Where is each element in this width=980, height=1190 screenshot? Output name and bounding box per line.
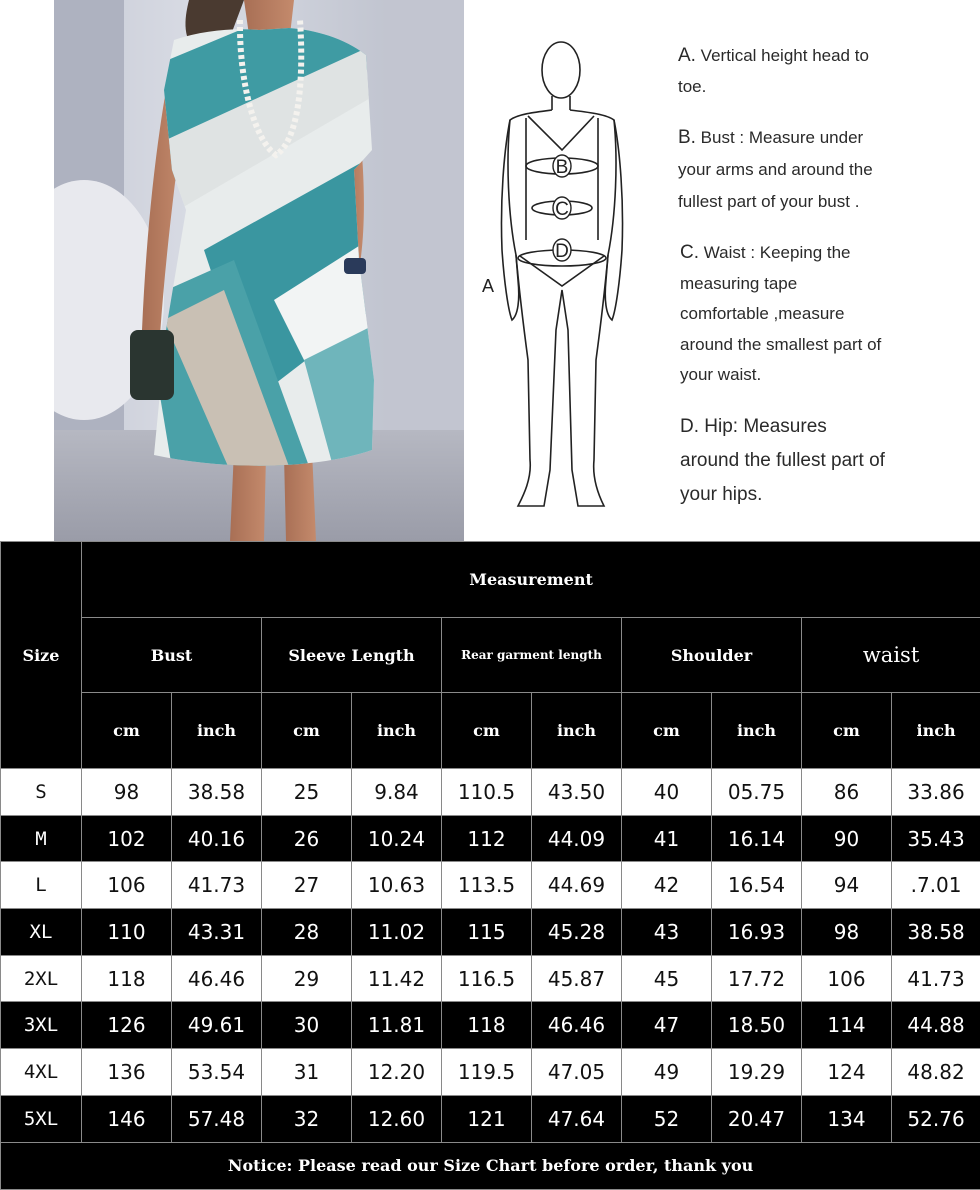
table-cell: 41 xyxy=(622,815,712,862)
table-cell: 40.16 xyxy=(172,815,262,862)
table-cell: 20.47 xyxy=(712,1095,802,1142)
size-cell: 5XL xyxy=(1,1095,82,1142)
size-header: Size xyxy=(1,542,82,769)
instruction-c-line-1: Waist : Keeping the xyxy=(699,243,851,262)
dress-model-image xyxy=(54,0,464,541)
table-cell: 86 xyxy=(802,769,892,816)
table-cell: 11.42 xyxy=(352,955,442,1002)
table-cell: 44.69 xyxy=(532,862,622,909)
column-header-sleeve-length: Sleeve Length xyxy=(262,618,442,693)
table-cell: 16.93 xyxy=(712,909,802,956)
measurement-header: Measurement xyxy=(82,542,980,618)
table-cell: 45.28 xyxy=(532,909,622,956)
table-cell: 28 xyxy=(262,909,352,956)
unit-inch: inch xyxy=(172,693,262,769)
table-cell: 33.86 xyxy=(892,769,980,816)
table-row xyxy=(1,862,980,909)
instruction-c xyxy=(680,238,881,391)
table-cell: 136 xyxy=(82,1049,172,1096)
size-chart-table xyxy=(0,541,980,1190)
product-photo xyxy=(54,0,464,541)
table-cell: 98 xyxy=(82,769,172,816)
instruction-c-line-5: your waist. xyxy=(680,360,881,391)
unit-inch: inch xyxy=(352,693,442,769)
table-row xyxy=(1,1049,980,1096)
table-cell: 11.02 xyxy=(352,909,442,956)
instruction-d-line-1: Hip: Measures xyxy=(699,416,827,437)
table-cell: 11.81 xyxy=(352,1002,442,1049)
table-cell: 146 xyxy=(82,1095,172,1142)
table-cell: 30 xyxy=(262,1002,352,1049)
table-cell: 45 xyxy=(622,955,712,1002)
table-cell: 98 xyxy=(802,909,892,956)
table-cell: 12.20 xyxy=(352,1049,442,1096)
table-row xyxy=(1,815,980,862)
instruction-d-line-2: around the fullest part of xyxy=(680,444,885,478)
header-row-units xyxy=(1,693,980,769)
table-cell: 115 xyxy=(442,909,532,956)
body-measurement-diagram xyxy=(466,0,666,541)
instruction-a-line-1: Vertical height head to xyxy=(696,46,869,65)
table-cell: 106 xyxy=(802,955,892,1002)
table-cell: 47 xyxy=(622,1002,712,1049)
table-cell: 94 xyxy=(802,862,892,909)
label-b: B xyxy=(556,157,569,178)
table-cell: 46.46 xyxy=(172,955,262,1002)
table-row xyxy=(1,769,980,816)
table-cell: 25 xyxy=(262,769,352,816)
table-cell: 26 xyxy=(262,815,352,862)
column-header-waist: waist xyxy=(802,618,980,693)
instruction-b-line-1: Bust : Measure under xyxy=(696,128,863,147)
instruction-c-line-3: comfortable ,measure xyxy=(680,299,881,330)
instruction-c-letter: C. xyxy=(680,242,699,263)
instruction-b-letter: B. xyxy=(678,127,696,148)
table-cell: 31 xyxy=(262,1049,352,1096)
table-cell: 52.76 xyxy=(892,1095,980,1142)
instruction-d-line-3: your hips. xyxy=(680,478,885,512)
table-cell: 27 xyxy=(262,862,352,909)
table-cell: 49 xyxy=(622,1049,712,1096)
table-cell: 29 xyxy=(262,955,352,1002)
table-cell: 16.54 xyxy=(712,862,802,909)
header-row-columns xyxy=(1,618,980,693)
column-header-shoulder: Shoulder xyxy=(622,618,802,693)
instruction-d xyxy=(680,410,885,512)
table-row xyxy=(1,955,980,1002)
unit-inch: inch xyxy=(712,693,802,769)
table-cell: 126 xyxy=(82,1002,172,1049)
unit-inch: inch xyxy=(892,693,980,769)
table-cell: 118 xyxy=(442,1002,532,1049)
label-a: A xyxy=(482,276,494,296)
table-cell: 49.61 xyxy=(172,1002,262,1049)
unit-cm: cm xyxy=(442,693,532,769)
label-d: D xyxy=(555,241,569,262)
table-cell: 41.73 xyxy=(892,955,980,1002)
table-cell: 19.29 xyxy=(712,1049,802,1096)
table-cell: 10.24 xyxy=(352,815,442,862)
size-cell: XL xyxy=(1,909,82,956)
table-cell: 45.87 xyxy=(532,955,622,1002)
table-cell: .7.01 xyxy=(892,862,980,909)
table-cell: 9.84 xyxy=(352,769,442,816)
unit-cm: cm xyxy=(802,693,892,769)
table-cell: 17.72 xyxy=(712,955,802,1002)
instruction-a xyxy=(678,40,869,102)
column-header-bust: Bust xyxy=(82,618,262,693)
size-cell: S xyxy=(1,769,82,816)
size-cell: L xyxy=(1,862,82,909)
table-cell: 42 xyxy=(622,862,712,909)
table-cell: 57.48 xyxy=(172,1095,262,1142)
table-row xyxy=(1,1095,980,1142)
table-cell: 119.5 xyxy=(442,1049,532,1096)
unit-cm: cm xyxy=(82,693,172,769)
table-cell: 121 xyxy=(442,1095,532,1142)
table-cell: 43 xyxy=(622,909,712,956)
table-cell: 44.09 xyxy=(532,815,622,862)
table-row xyxy=(1,909,980,956)
table-cell: 114 xyxy=(802,1002,892,1049)
size-cell: M xyxy=(1,815,82,862)
notice-text: Notice: Please read our Size Chart before order, thank you xyxy=(1,1142,980,1189)
table-cell: 124 xyxy=(802,1049,892,1096)
notice-row xyxy=(1,1142,980,1189)
column-header-rear-garment-length: Rear garment length xyxy=(442,618,622,693)
table-cell: 113.5 xyxy=(442,862,532,909)
table-cell: 53.54 xyxy=(172,1049,262,1096)
unit-cm: cm xyxy=(622,693,712,769)
header-row-measurement xyxy=(1,542,980,618)
instruction-d-letter: D. xyxy=(680,416,699,437)
table-cell: 38.58 xyxy=(892,909,980,956)
table-cell: 41.73 xyxy=(172,862,262,909)
size-cell: 3XL xyxy=(1,1002,82,1049)
table-cell: 18.50 xyxy=(712,1002,802,1049)
table-cell: 38.58 xyxy=(172,769,262,816)
table-cell: 32 xyxy=(262,1095,352,1142)
table-cell: 43.31 xyxy=(172,909,262,956)
table-cell: 16.14 xyxy=(712,815,802,862)
label-c: C xyxy=(555,199,569,220)
table-cell: 43.50 xyxy=(532,769,622,816)
table-cell: 106 xyxy=(82,862,172,909)
size-cell: 2XL xyxy=(1,955,82,1002)
table-cell: 47.05 xyxy=(532,1049,622,1096)
table-cell: 05.75 xyxy=(712,769,802,816)
table-cell: 44.88 xyxy=(892,1002,980,1049)
size-rows xyxy=(1,769,980,1143)
table-cell: 116.5 xyxy=(442,955,532,1002)
table-cell: 110.5 xyxy=(442,769,532,816)
instruction-b-line-2: your arms and around the xyxy=(678,154,873,186)
unit-cm: cm xyxy=(262,693,352,769)
size-cell: 4XL xyxy=(1,1049,82,1096)
table-cell: 46.46 xyxy=(532,1002,622,1049)
table-cell: 40 xyxy=(622,769,712,816)
instruction-c-line-4: around the smallest part of xyxy=(680,330,881,361)
table-cell: 48.82 xyxy=(892,1049,980,1096)
table-cell: 52 xyxy=(622,1095,712,1142)
table-row xyxy=(1,1002,980,1049)
table-cell: 12.60 xyxy=(352,1095,442,1142)
table-cell: 90 xyxy=(802,815,892,862)
unit-inch: inch xyxy=(532,693,622,769)
instruction-b-line-3: fullest part of your bust . xyxy=(678,186,873,218)
table-cell: 102 xyxy=(82,815,172,862)
table-cell: 10.63 xyxy=(352,862,442,909)
table-cell: 110 xyxy=(82,909,172,956)
instruction-b xyxy=(678,122,873,218)
table-cell: 47.64 xyxy=(532,1095,622,1142)
table-cell: 112 xyxy=(442,815,532,862)
instruction-a-line-2: toe. xyxy=(678,71,869,102)
table-cell: 35.43 xyxy=(892,815,980,862)
table-cell: 118 xyxy=(82,955,172,1002)
table-cell: 134 xyxy=(802,1095,892,1142)
instruction-a-letter: A. xyxy=(678,45,696,66)
instruction-c-line-2: measuring tape xyxy=(680,269,881,300)
